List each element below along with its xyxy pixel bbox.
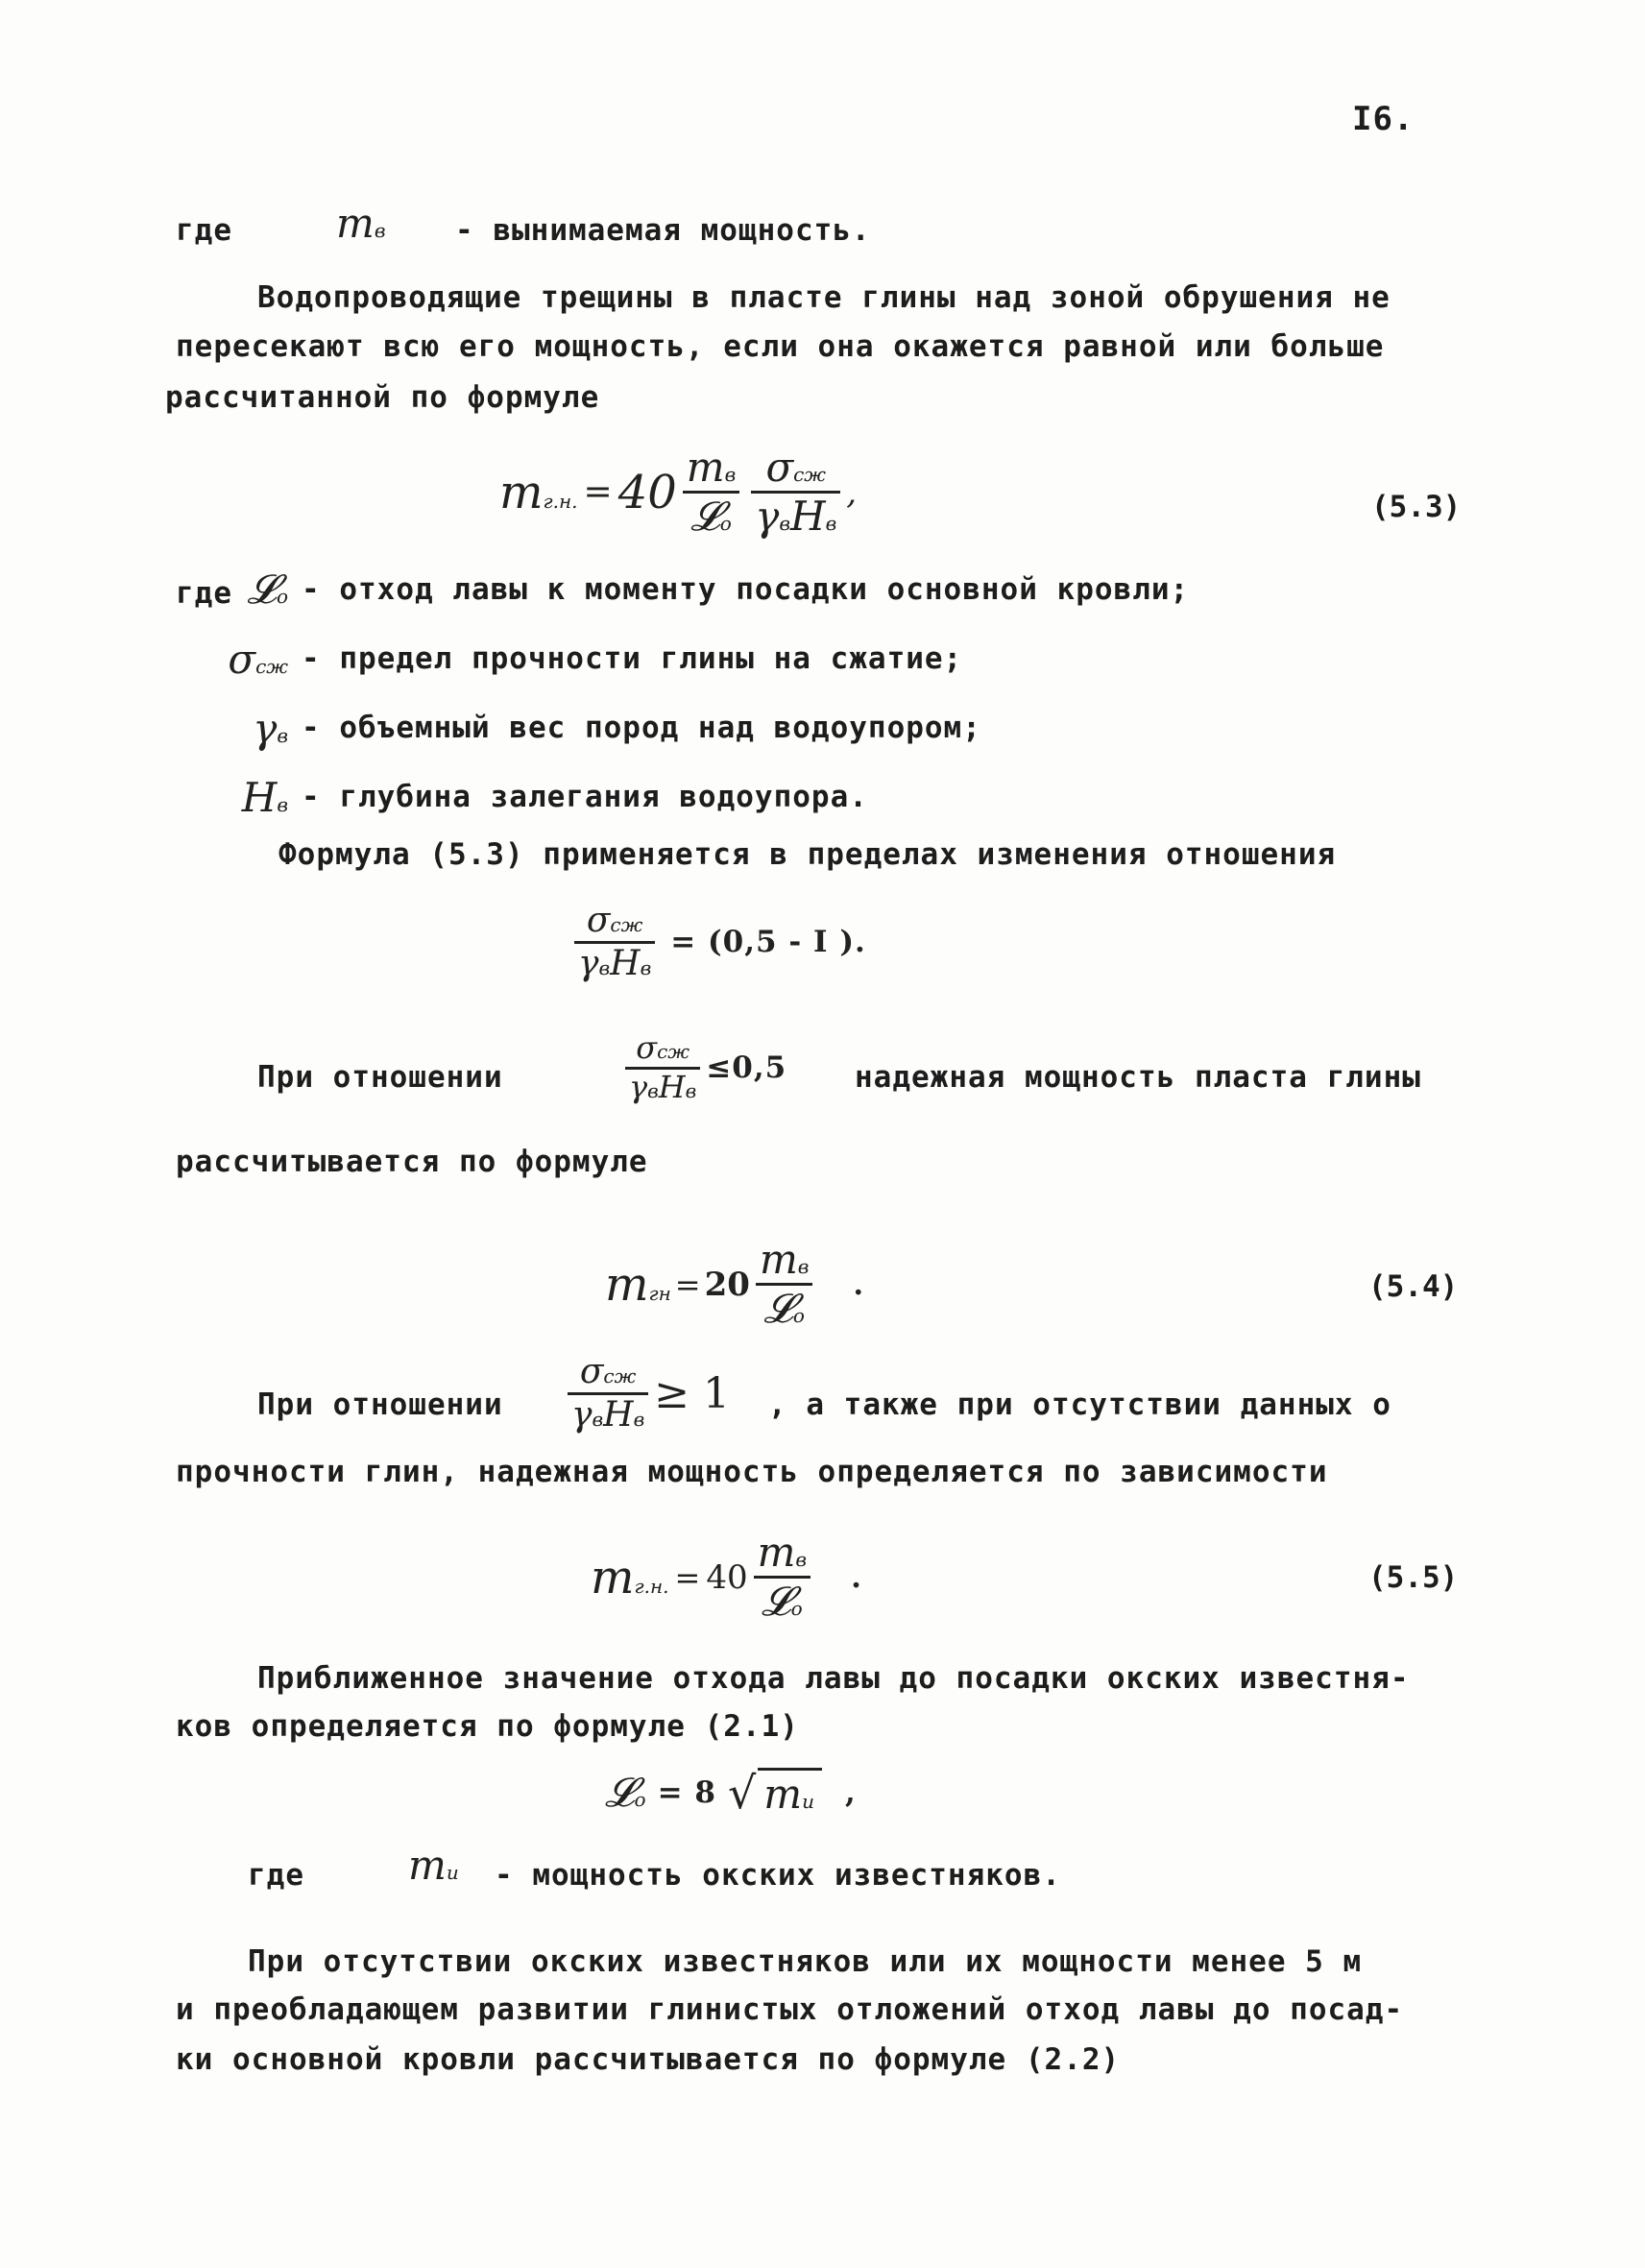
paragraph-line: ки основной кровли рассчитывается по формуле (2.2) <box>176 2042 1121 2077</box>
paragraph-line: надежная мощность пласта глины <box>855 1060 1421 1095</box>
equation-number-5-5: (5.5) <box>1368 1560 1459 1595</box>
paragraph-line: Вoдoпроводящие трещины в пласте глины над зоной обрушения не <box>257 280 1391 315</box>
paragraph-line: и преобладающем развитии глинистых отложений отход лавы до посад- <box>176 1992 1404 2027</box>
equation-5-5: mг.н. = 40 $\frac{mв}{\text{𝓛о}}$ . <box>591 1529 862 1626</box>
ratio-condition-ge: $\frac{\text{σсж}}{\text{γвHв}}$ ≥ 1 <box>562 1354 730 1434</box>
equation-number-5-3: (5.3) <box>1371 490 1462 524</box>
paragraph-line: При отношении <box>257 1387 503 1422</box>
paragraph-line: ков определяется по формуле (2.1) <box>176 1709 799 1744</box>
definition-text: - мощность окских известняков. <box>495 1858 1061 1893</box>
sqrt-symbol: √ <box>727 1767 757 1819</box>
paragraph-line: пересекают всю его мощность, если она окажется равной или больше <box>176 329 1385 364</box>
paragraph-line: При отсутствии окских известняков или их мощности менее 5 м <box>248 1944 1363 1979</box>
paragraph-line: При отношении <box>257 1060 503 1095</box>
equation-5-3: mг.н. = 40 $\frac{mв}{\text{𝓛о}}$ $\frac{\text{σсж}}{\text{γвHв}}$ , <box>499 444 858 541</box>
fraction-sigma-gamma-h: $\frac{\text{σсж}}{\text{γвHв}}$ <box>751 446 840 538</box>
fraction-mv-lo: $\frac{mв}{\text{𝓛о}}$ <box>756 1239 812 1330</box>
legend-item-sigma: σсж - предел прочности глины на сжатие; <box>228 635 963 683</box>
ratio-equation: $\frac{\text{σсж}}{\text{γвHв}}$ = (0,5 - I ). <box>568 903 866 982</box>
fraction-sigma-gamma-h: $\frac{\text{σсж}}{\text{γвHв}}$ <box>568 1354 648 1434</box>
where-label: где <box>176 213 232 248</box>
legend-list <box>154 555 1189 832</box>
legend-item-h: Hв - глубина залегания водоупора. <box>241 773 868 821</box>
paragraph-line: прочности глин, надежная мощность определяется по зависимости <box>176 1455 1328 1489</box>
eq-lhs: mг.н. <box>499 465 578 519</box>
paragraph-line: Формула (5.3) применяется в пределах изменения отношения <box>278 837 1337 872</box>
equation-number-5-4: (5.4) <box>1368 1269 1459 1304</box>
where-label: где <box>248 1858 304 1893</box>
ratio-condition-le: $\frac{\text{σсж}}{\text{γвHв}}$ ≤0,5 <box>619 1032 786 1103</box>
equation-5-4: mгн = 20 $\frac{mв}{\text{𝓛о}}$ . <box>605 1236 865 1333</box>
equation-2-1: 𝓛о = 8 √ mи , <box>605 1767 857 1819</box>
legend-item-gamma: γв - объемный вес пород над водоупором; <box>253 704 981 752</box>
paragraph-line: , а также при отсутствии данных о <box>768 1387 1391 1422</box>
paragraph-line: рассчитывается по формуле <box>176 1145 648 1179</box>
fraction-mv-lo: $\frac{mв}{\text{𝓛о}}$ <box>754 1532 810 1623</box>
symbol-m-i: mи <box>408 1842 459 1889</box>
paragraph-line: рассчитанной по формуле <box>165 380 600 415</box>
definition-text: - вынимаемая мощность. <box>455 213 871 248</box>
paragraph-line: Приближенное значение отхода лавы до посадки окских известня- <box>257 1661 1410 1696</box>
symbol-m-v: mв <box>336 200 386 247</box>
fraction-sigma-gamma-h: $\frac{\text{σсж}}{\text{γвHв}}$ <box>625 1032 700 1103</box>
legend-item-lo: 𝓛о - отход лавы к моменту посадки основной кровли; <box>247 566 1190 613</box>
fraction-mv-lo: $\frac{mв}{\text{𝓛о}}$ <box>683 446 739 538</box>
page-number: I6. <box>1352 100 1415 138</box>
legend-where-label: где <box>176 576 232 611</box>
fraction-sigma-gamma-h: $\frac{\text{σсж}}{\text{γвHв}}$ <box>574 903 655 982</box>
